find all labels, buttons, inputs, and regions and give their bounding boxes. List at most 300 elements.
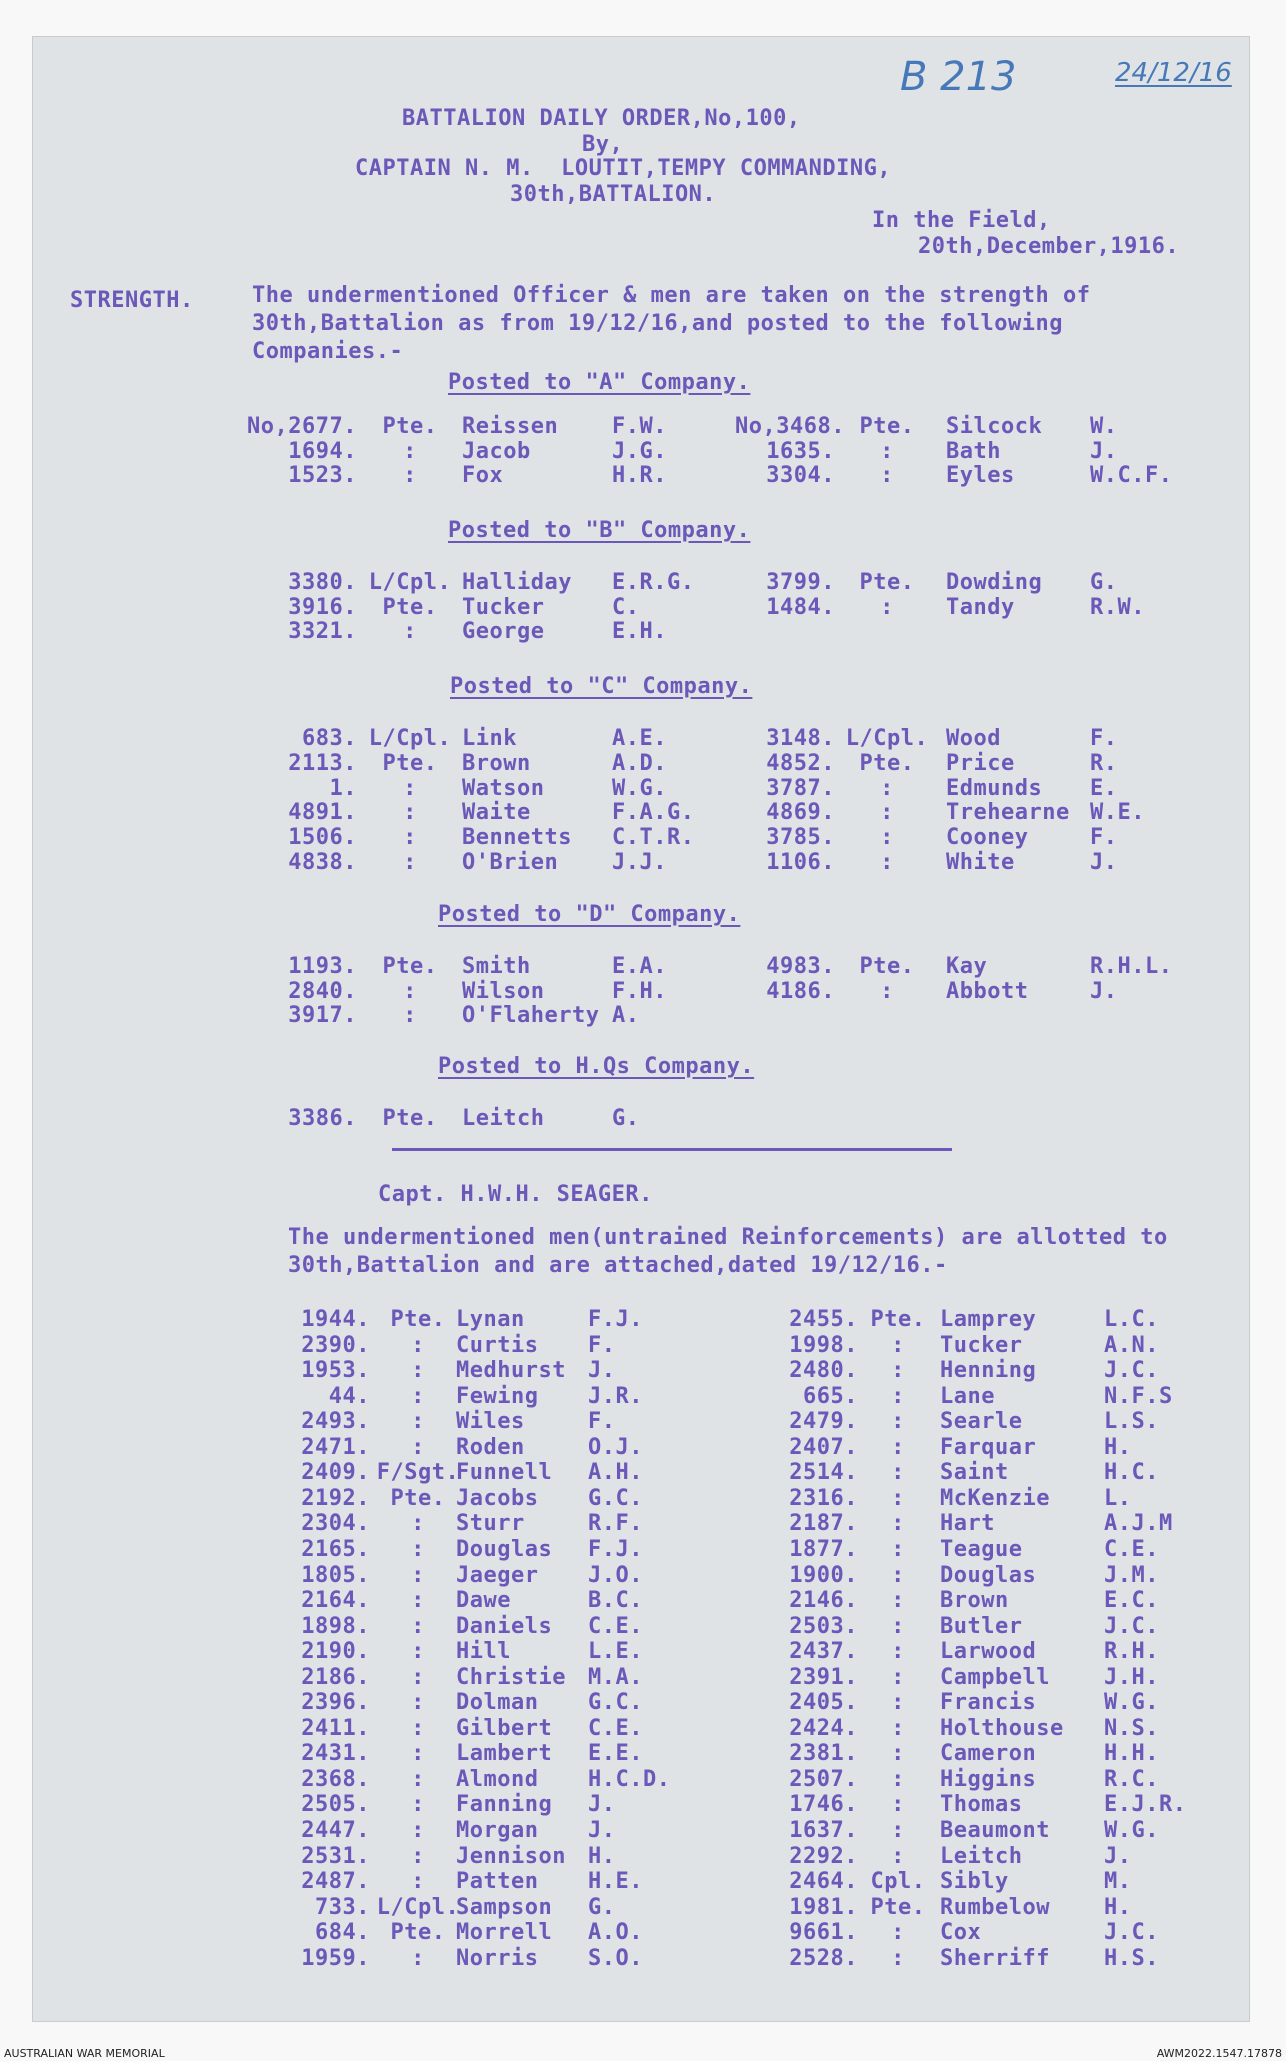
left-service-number: 1694. [288, 438, 357, 464]
right-initials: H. [1104, 1894, 1132, 1920]
commanding-officer: CAPTAIN N. M. LOUTIT,TEMPY COMMANDING, [355, 156, 892, 181]
right-rank: : [891, 1383, 905, 1409]
right-surname: Higgins [940, 1766, 1037, 1792]
company-entry-row [0, 979, 1286, 1005]
attached-entry-row [0, 1409, 1286, 1435]
right-rank: : [891, 1843, 905, 1869]
right-initials: W. [1090, 414, 1118, 439]
left-surname: Bennetts [462, 825, 572, 851]
right-surname: Leitch [940, 1843, 1023, 1869]
right-rank: : [891, 1639, 905, 1665]
left-initials: H.E. [588, 1869, 643, 1895]
handwritten-date: 24/12/16 [1115, 58, 1232, 88]
right-rank: : [891, 1690, 905, 1716]
left-initials: G.C. [588, 1485, 643, 1511]
right-surname: Farquar [940, 1434, 1037, 1460]
left-service-number: 1193. [288, 954, 357, 979]
right-service-number: 1981. [789, 1894, 858, 1920]
left-rank: Pte. [390, 1307, 446, 1332]
right-service-number: 2455. [789, 1307, 858, 1332]
left-service-number: 2165. [301, 1536, 370, 1562]
left-surname: Smith [462, 954, 531, 979]
right-surname: Cooney [946, 825, 1029, 851]
right-surname: White [946, 850, 1015, 875]
right-surname: Price [946, 750, 1015, 776]
right-service-number: 2528. [789, 1945, 858, 1971]
right-surname: Cox [940, 1920, 982, 1946]
footer-left: AUSTRALIAN WAR MEMORIAL [4, 2047, 165, 2060]
right-initials: F. [1090, 825, 1118, 851]
left-surname: George [462, 619, 545, 644]
right-initials: C.E. [1104, 1536, 1159, 1562]
left-rank: : [411, 1613, 425, 1639]
left-service-number: 3916. [288, 594, 357, 620]
right-surname: Lane [940, 1383, 995, 1409]
right-surname: Thomas [940, 1792, 1023, 1818]
right-service-number: 4186. [766, 978, 835, 1004]
right-service-number: 1900. [789, 1562, 858, 1588]
company-entry-row [0, 439, 1286, 465]
company-entry-row [0, 414, 1286, 440]
left-initials: A. [612, 1003, 640, 1028]
right-service-number: 2391. [789, 1664, 858, 1690]
left-initials: A.D. [612, 750, 667, 776]
left-surname: Gilbert [456, 1715, 553, 1741]
right-rank: : [891, 1485, 905, 1511]
left-initials: H.R. [612, 463, 667, 488]
right-service-number: 1998. [789, 1332, 858, 1358]
left-initials: O.J. [588, 1434, 643, 1460]
left-surname: Sampson [456, 1894, 553, 1920]
attached-entry-row [0, 1384, 1286, 1410]
company-entry-row [0, 954, 1286, 980]
right-initials: J.C. [1104, 1920, 1159, 1946]
attached-entry-row [0, 1333, 1286, 1359]
left-rank: : [411, 1409, 425, 1435]
left-service-number: 2368. [301, 1766, 370, 1792]
attached-entry-row [0, 1537, 1286, 1563]
right-surname: Bath [946, 438, 1001, 464]
left-surname: O'Flaherty [462, 1003, 600, 1028]
right-service-number: 1635. [766, 438, 835, 464]
left-initials: C.T.R. [612, 825, 695, 851]
left-service-number: 3380. [288, 570, 357, 595]
attached-entry-row [0, 1486, 1286, 1512]
order-title: BATTALION DAILY ORDER,No,100, [402, 106, 801, 131]
right-rank: : [880, 775, 894, 801]
right-surname: McKenzie [940, 1485, 1050, 1511]
right-surname: Campbell [940, 1664, 1050, 1690]
left-service-number: 1. [329, 775, 357, 801]
right-rank: L/Cpl. [845, 726, 929, 751]
right-rank: : [891, 1434, 905, 1460]
order-by: By, [582, 132, 624, 157]
left-rank: : [411, 1715, 425, 1741]
right-service-number: 4983. [766, 954, 835, 979]
right-rank: : [891, 1945, 905, 1971]
company-entry-row [0, 825, 1286, 851]
left-initials: C.E. [588, 1715, 643, 1741]
right-rank: Pte. [859, 750, 915, 776]
right-initials: L. [1104, 1485, 1132, 1511]
right-surname: Silcock [946, 414, 1043, 439]
right-service-number: 2437. [789, 1639, 858, 1665]
left-surname: Fanning [456, 1792, 553, 1818]
left-service-number: No,2677. [247, 414, 357, 439]
left-rank: Pte. [382, 954, 438, 979]
right-initials: H.S. [1104, 1945, 1159, 1971]
right-surname: Teague [940, 1536, 1023, 1562]
right-initials: L.C. [1104, 1307, 1159, 1332]
right-initials: J.C. [1104, 1613, 1159, 1639]
left-rank: : [411, 1588, 425, 1614]
left-surname: Tucker [462, 594, 545, 620]
left-rank: : [403, 438, 417, 464]
left-rank: : [403, 825, 417, 851]
right-initials: J. [1104, 1843, 1132, 1869]
right-rank: : [880, 850, 894, 875]
left-initials: G. [612, 1106, 640, 1131]
left-surname: Reissen [462, 414, 559, 439]
right-rank: Pte. [870, 1307, 926, 1332]
right-rank: : [891, 1818, 905, 1843]
right-rank: : [891, 1332, 905, 1358]
left-service-number: 2190. [301, 1639, 370, 1665]
right-service-number: 2316. [789, 1485, 858, 1511]
company-entry-row [0, 619, 1286, 645]
left-surname: Sturr [456, 1511, 525, 1537]
left-surname: Daniels [456, 1613, 553, 1639]
left-service-number: 2113. [288, 750, 357, 776]
left-initials: A.E. [612, 726, 667, 751]
right-surname: Cameron [940, 1741, 1037, 1767]
left-initials: G.C. [588, 1690, 643, 1716]
left-surname: Hill [456, 1639, 511, 1665]
left-service-number: 2396. [301, 1690, 370, 1716]
left-service-number: 2447. [301, 1818, 370, 1843]
right-service-number: 2405. [789, 1690, 858, 1716]
attached-entry-row [0, 1511, 1286, 1537]
left-rank: L/Cpl. [376, 1894, 460, 1920]
left-service-number: 2186. [301, 1664, 370, 1690]
left-initials: E.R.G. [612, 570, 695, 595]
left-rank: : [411, 1741, 425, 1767]
right-surname: Rumbelow [940, 1894, 1050, 1920]
left-rank: Pte. [382, 594, 438, 620]
left-rank: : [403, 800, 417, 826]
left-initials: J.J. [612, 850, 667, 875]
right-rank: : [880, 800, 894, 826]
left-service-number: 4838. [288, 850, 357, 875]
left-surname: Patten [456, 1869, 539, 1895]
left-surname: Funnell [456, 1460, 553, 1486]
left-initials: L.E. [588, 1639, 643, 1665]
left-surname: Jacob [462, 438, 531, 464]
left-rank: Pte. [382, 750, 438, 776]
right-service-number: 3785. [766, 825, 835, 851]
left-rank: Pte. [390, 1485, 446, 1511]
right-service-number: 2464. [789, 1869, 858, 1895]
left-surname: Lambert [456, 1741, 553, 1767]
right-surname: Lamprey [940, 1307, 1037, 1332]
left-initials: J.O. [588, 1562, 643, 1588]
left-initials: H.C.D. [588, 1766, 671, 1792]
right-initials: J. [1090, 978, 1118, 1004]
company-heading: Posted to "D" Company. [438, 902, 741, 927]
attached-entry-row [0, 1869, 1286, 1895]
left-service-number: 2390. [301, 1332, 370, 1358]
company-entry-row [0, 1106, 1286, 1132]
attached-entry-row [0, 1639, 1286, 1665]
right-surname: Henning [940, 1358, 1037, 1384]
right-initials: R. [1090, 750, 1118, 776]
right-rank: : [891, 1460, 905, 1486]
right-initials: J. [1090, 438, 1118, 464]
attached-entry-row [0, 1741, 1286, 1767]
right-initials: W.G. [1104, 1818, 1159, 1843]
left-initials: F.H. [612, 978, 667, 1004]
right-rank: : [891, 1613, 905, 1639]
right-service-number: 3304. [766, 463, 835, 488]
attached-entry-row [0, 1690, 1286, 1716]
left-rank: Pte. [382, 1106, 438, 1131]
left-rank: : [403, 850, 417, 875]
left-rank: : [411, 1639, 425, 1665]
attached-entry-row [0, 1563, 1286, 1589]
order-date: 20th,December,1916. [918, 234, 1180, 259]
right-surname: Searle [940, 1409, 1023, 1435]
right-initials: F. [1090, 726, 1118, 751]
company-heading: Posted to "B" Company. [448, 518, 751, 543]
left-initials: F.A.G. [612, 800, 695, 826]
attached-entry-row [0, 1665, 1286, 1691]
right-service-number: 2479. [789, 1409, 858, 1435]
right-service-number: 9661. [789, 1920, 858, 1946]
right-initials: G. [1090, 570, 1118, 595]
company-entry-row [0, 595, 1286, 621]
left-surname: Brown [462, 750, 531, 776]
attached-text: The undermentioned men(untrained Reinforcements) are allotted to 30th,Battalion and are attached,dated 19/12/16.- [288, 1225, 1168, 1278]
left-rank: Pte. [382, 414, 438, 439]
left-surname: Curtis [456, 1332, 539, 1358]
attached-entry-row [0, 1358, 1286, 1384]
right-rank: Pte. [859, 954, 915, 979]
left-initials: F.W. [612, 414, 667, 439]
left-rank: : [403, 619, 417, 644]
left-initials: M.A. [588, 1664, 643, 1690]
left-surname: Fox [462, 463, 504, 488]
company-entry-row [0, 570, 1286, 596]
right-rank: : [891, 1358, 905, 1384]
right-rank: : [891, 1409, 905, 1435]
attached-entry-row [0, 1818, 1286, 1844]
left-rank: : [403, 463, 417, 488]
attached-entry-row [0, 1946, 1286, 1972]
right-rank: Pte. [859, 414, 915, 439]
left-rank: : [411, 1843, 425, 1869]
left-surname: Roden [456, 1434, 525, 1460]
right-initials: W.C.F. [1090, 463, 1173, 488]
left-service-number: 1898. [301, 1613, 370, 1639]
left-rank: : [411, 1358, 425, 1384]
right-surname: Hart [940, 1511, 995, 1537]
left-surname: Leitch [462, 1106, 545, 1131]
right-surname: Eyles [946, 463, 1015, 488]
strength-text: The undermentioned Officer & men are taken on the strength of 30th,Battalion as from 19/12/16,and posted to the following Companies.- [252, 283, 1091, 364]
company-entry-row [0, 1003, 1286, 1029]
right-surname: Sherriff [940, 1945, 1050, 1971]
right-initials: W.E. [1090, 800, 1145, 826]
left-service-number: 44. [328, 1383, 370, 1409]
left-rank: : [403, 1003, 417, 1028]
right-surname: Tucker [940, 1332, 1023, 1358]
company-entry-row [0, 800, 1286, 826]
left-surname: Jacobs [456, 1485, 539, 1511]
left-rank: : [411, 1945, 425, 1971]
left-service-number: 1944. [301, 1307, 370, 1332]
left-service-number: 3321. [288, 619, 357, 644]
left-service-number: 2840. [288, 978, 357, 1004]
right-surname: Larwood [940, 1639, 1037, 1665]
right-rank: : [891, 1715, 905, 1741]
right-surname: Edmunds [946, 775, 1043, 801]
left-rank: : [411, 1818, 425, 1843]
right-rank: : [880, 463, 894, 488]
attached-entry-row [0, 1792, 1286, 1818]
left-initials: A.H. [588, 1460, 643, 1486]
attached-entry-row [0, 1614, 1286, 1640]
left-initials: F.J. [588, 1307, 643, 1332]
right-surname: Douglas [940, 1562, 1037, 1588]
strength-label: STRENGTH. [70, 288, 194, 313]
attached-entry-row [0, 1435, 1286, 1461]
attached-entry-row [0, 1895, 1286, 1921]
left-initials: E.E. [588, 1741, 643, 1767]
right-surname: Dowding [946, 570, 1043, 595]
right-surname: Brown [940, 1588, 1009, 1614]
order-place: In the Field, [872, 208, 1051, 233]
right-initials: E.C. [1104, 1588, 1159, 1614]
left-service-number: 2164. [301, 1588, 370, 1614]
left-service-number: 4891. [288, 800, 357, 826]
right-rank: : [891, 1741, 905, 1767]
right-surname: Saint [940, 1460, 1009, 1486]
signature: Capt. H.W.H. SEAGER. [378, 1182, 653, 1207]
right-service-number: 1746. [789, 1792, 858, 1818]
right-rank: : [891, 1664, 905, 1690]
left-surname: Watson [462, 775, 545, 801]
right-surname: Francis [940, 1690, 1037, 1716]
left-service-number: 2471. [301, 1434, 370, 1460]
right-service-number: 665. [803, 1383, 858, 1409]
left-initials: S.O. [588, 1945, 643, 1971]
footer-right: AWM2022.1547.17878 [1156, 2047, 1282, 2060]
left-service-number: 2431. [301, 1741, 370, 1767]
left-initials: H. [588, 1843, 616, 1869]
right-initials: J. [1090, 850, 1118, 875]
left-service-number: 1805. [301, 1562, 370, 1588]
left-surname: Almond [456, 1766, 539, 1792]
left-initials: G. [588, 1894, 616, 1920]
right-service-number: 4852. [766, 750, 835, 776]
left-surname: Lynan [456, 1307, 525, 1332]
right-service-number: 1484. [766, 594, 835, 620]
left-surname: O'Brien [462, 850, 559, 875]
right-service-number: 1106. [766, 850, 835, 875]
right-rank: Pte. [859, 570, 915, 595]
right-rank: : [880, 438, 894, 464]
right-initials: M. [1104, 1869, 1132, 1895]
right-rank: : [891, 1511, 905, 1537]
right-rank: : [891, 1920, 905, 1946]
attached-entry-row [0, 1460, 1286, 1486]
right-initials: L.S. [1104, 1409, 1159, 1435]
left-surname: Wiles [456, 1409, 525, 1435]
left-initials: J. [588, 1818, 616, 1843]
left-service-number: 733. [315, 1894, 370, 1920]
right-surname: Wood [946, 726, 1001, 751]
left-rank: L/Cpl. [368, 570, 452, 595]
right-surname: Kay [946, 954, 988, 979]
company-entry-row [0, 751, 1286, 777]
right-rank: : [880, 825, 894, 851]
right-service-number: 2292. [789, 1843, 858, 1869]
company-heading: Posted to "C" Company. [450, 674, 753, 699]
battalion-name: 30th,BATTALION. [510, 182, 717, 207]
right-rank: Pte. [870, 1894, 926, 1920]
left-service-number: 2411. [301, 1715, 370, 1741]
left-service-number: 2487. [301, 1869, 370, 1895]
left-rank: : [411, 1434, 425, 1460]
right-service-number: No,3468. [735, 414, 845, 439]
left-initials: J. [588, 1792, 616, 1818]
right-service-number: 1877. [789, 1536, 858, 1562]
left-service-number: 684. [315, 1920, 370, 1946]
left-rank: : [411, 1869, 425, 1895]
left-initials: E.A. [612, 954, 667, 979]
left-service-number: 3386. [288, 1106, 357, 1131]
right-surname: Butler [940, 1613, 1023, 1639]
right-surname: Beaumont [940, 1818, 1050, 1843]
left-initials: W.G. [612, 775, 667, 801]
left-surname: Waite [462, 800, 531, 826]
left-initials: F. [588, 1409, 616, 1435]
left-initials: B.C. [588, 1588, 643, 1614]
attached-entry-row [0, 1767, 1286, 1793]
attached-entry-row [0, 1920, 1286, 1946]
right-initials: A.N. [1104, 1332, 1159, 1358]
left-service-number: 1953. [301, 1358, 370, 1384]
left-surname: Christie [456, 1664, 566, 1690]
right-surname: Holthouse [940, 1715, 1064, 1741]
right-rank: : [891, 1766, 905, 1792]
right-initials: N.F.S [1104, 1383, 1173, 1409]
right-service-number: 2514. [789, 1460, 858, 1486]
left-surname: Douglas [456, 1536, 553, 1562]
left-surname: Link [462, 726, 517, 751]
left-surname: Norris [456, 1945, 539, 1971]
right-service-number: 3148. [766, 726, 835, 751]
right-initials: E.J.R. [1104, 1792, 1187, 1818]
left-surname: Fewing [456, 1383, 539, 1409]
right-service-number: 2187. [789, 1511, 858, 1537]
right-initials: H. [1104, 1434, 1132, 1460]
left-service-number: 2304. [301, 1511, 370, 1537]
attached-entry-row [0, 1844, 1286, 1870]
company-heading: Posted to "A" Company. [448, 370, 751, 395]
company-entry-row [0, 776, 1286, 802]
left-rank: L/Cpl. [368, 726, 452, 751]
